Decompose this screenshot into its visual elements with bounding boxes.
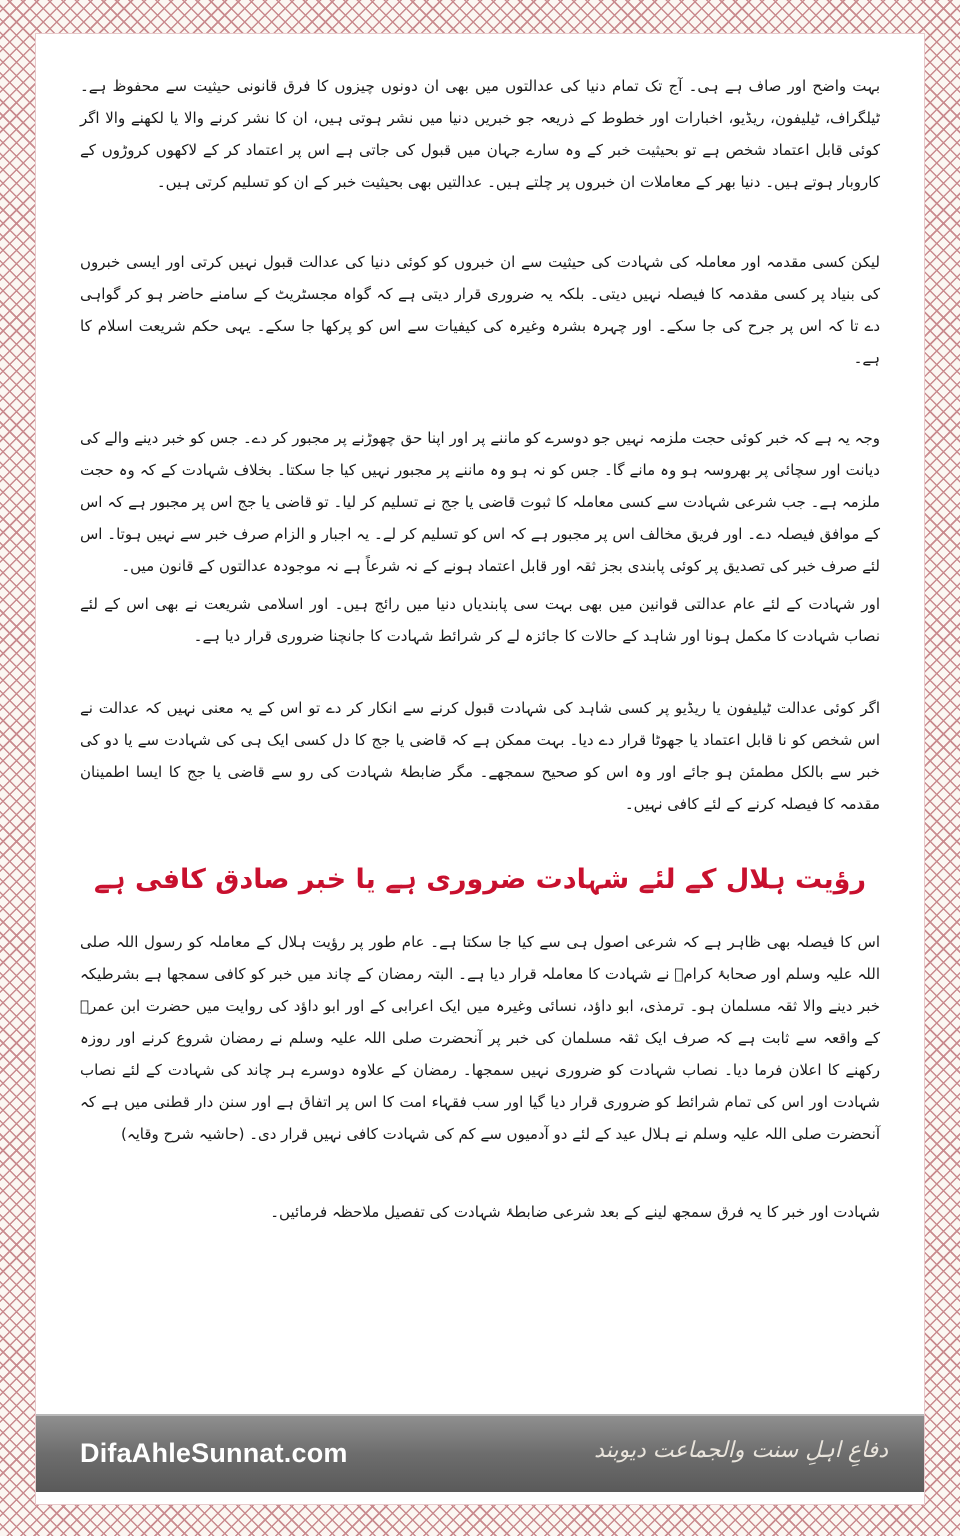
footer-website-link[interactable]: DifaAhleSunnat.com	[80, 1438, 348, 1468]
footer-bar	[36, 1414, 924, 1492]
paragraph-5: اگر کوئی عدالت ٹیلیفون یا ریڈیو پر کسی شاہد کی شہادت قبول کرنے سے انکار کر دے تو اس کے یہ معنی نہیں کہ عدالت نے اس شخص کو نا قابل اعتماد یا جھوٹا قرار دے دیا۔ بہت ممکن ہے کہ قاضی یا جج کا دل کسی ایک ہی کی شہادت سے یا دو کی خبر سے بالکل مطمئن ہو جائے اور وہ اس کو صحیح سمجھے۔ مگر ضابطۂ شہادت کی رو سے قاضی یا جج کا ایسا اطمینان مقدمہ کا فیصلہ کرنے کے لئے کافی نہیں۔	[80, 699, 880, 813]
paragraph-4: اور شہادت کے لئے عام عدالتی قوانین میں بھی بہت سی پابندیاں دنیا میں رائج ہیں۔ اور اسلامی شریعت نے بھی اس کے لئے نصاب شہادت کا مکمل ہونا اور شاہد کے حالات کا جائزہ لے کر شرائط شہادت کا جانچنا ضروری قرار دیا ہے۔	[80, 595, 880, 645]
paragraph-3: وجہ یہ ہے کہ خبر کوئی حجت ملزمہ نہیں جو دوسرے کو ماننے پر اور اپنا حق چھوڑنے پر مجبور کر دے۔ جس کو خبر دینے والے کی دیانت اور سچائی پر بھروسہ ہو وہ مانے گا۔ جس کو نہ ہو وہ ماننے پر مجبور نہیں کیا جا سکتا۔ بخلاف شہادت کے کہ وہ حجت ملزمہ ہے۔ جب شرعی شہادت سے کسی معاملہ کا ثبوت قاضی یا جج نے تسلیم کر لیا۔ تو قاضی یا جج اس پر مجبور ہے کہ اس کے موافق فیصلہ دے۔ اور فریق مخالف اس پر مجبور ہے کہ اس کو تسلیم کر لے۔ یہ اجبار و الزام صرف خبر سے نہیں ہوتا۔ اس لئے صرف خبر کی تصدیق پر کوئی پابندی بجز ثقہ اور قابل اعتماد ہونے کے نہ شرعاً ہے نہ موجودہ عدالتوں کے قانون میں۔	[80, 429, 880, 575]
section-heading: رؤیت ہلال کے لئے شہادت ضروری ہے یا خبر صادق کافی ہے	[93, 864, 867, 895]
article-body	[80, 70, 880, 1228]
paragraph-7: شہادت اور خبر کا یہ فرق سمجھ لینے کے بعد شرعی ضابطۂ شہادت کی تفصیل ملاحظہ فرمائیں۔	[270, 1203, 880, 1221]
footer-calligraphy-logo: دفاعِ اہلِ سنت والجماعت دیوبند	[594, 1438, 888, 1463]
paragraph-6: اس کا فیصلہ بھی ظاہر ہے کہ شرعی اصول ہی سے کیا جا سکتا ہے۔ عام طور پر رؤیت ہلال کے معاملہ کو رسول اللہ صلی اللہ علیہ وسلم اور صحابۂ کرامؓ نے شہادت کا معاملہ قرار دیا ہے۔ البتہ رمضان کے چاند میں خبر کو کافی سمجھا ہے بشرطیکہ خبر دینے والا ثقہ مسلمان ہو۔ ترمذی، ابو داؤد، نسائی وغیرہ میں ایک اعرابی کے اور ابو داؤد کی روایت میں حضرت ابن عمرؓ کے واقعہ سے ثابت ہے کہ صرف ایک ثقہ مسلمان کی خبر پر آنحضرت صلی اللہ علیہ وسلم نے رمضان شروع کرنے اور روزہ رکھنے کا اعلان فرما دیا۔ نصاب شہادت کو ضروری نہیں سمجھا۔ رمضان کے علاوہ دوسرے ہر چاند کی شہادت کے لئے نصاب شہادت اور اس کی تمام شرائط کو ضروری قرار دیا گیا اور سب فقہاء امت کا اس پر اتفاق ہے اور سنن دار قطنی میں ہے کہ آنحضرت صلی اللہ علیہ وسلم نے ہلال عید کے لئے دو آدمیوں سے کم کی شہادت کافی نہیں قرار دی۔ (حاشیہ شرح وقایہ)	[80, 933, 880, 1143]
paragraph-2: لیکن کسی مقدمہ اور معاملہ کی شہادت کی حیثیت سے ان خبروں کو کوئی دنیا کی عدالت قبول نہیں کرتی اور ایسی خبروں کی بنیاد پر کسی مقدمہ کا فیصلہ نہیں دیتی۔ بلکہ یہ ضروری قرار دیتی ہے کہ گواہ مجسٹریٹ کے سامنے حاضر ہو کر گواہی دے تا کہ اس پر جرح کی جا سکے۔ اور چہرہ بشرہ وغیرہ کی کیفیات سے اس کو پرکھا جا سکے۔ یہی حکم شریعت اسلام کا ہے۔	[80, 253, 880, 367]
paragraph-1: بہت واضح اور صاف ہے ہی۔ آج تک تمام دنیا کی عدالتوں میں بھی ان دونوں چیزوں کا فرق قانونی حیثیت سے محفوظ ہے۔ ٹیلگراف، ٹیلیفون، ریڈیو، اخبارات اور خطوط کے ذریعہ جو خبریں دنیا میں نشر ہوتی ہیں، ان کا نشر کرنے والا یا لکھنے والا اگر کوئی قابل اعتماد شخص ہے تو بحیثیت خبر کے وہ سارے جہان میں قبول کی جاتی ہے اس پر اعتماد کر کے لاکھوں کروڑوں کے کاروبار ہوتے ہیں۔ دنیا بھر کے معاملات ان خبروں پر چلتے ہیں۔ عدالتیں بھی بحیثیت خبر کے ان کو تسلیم کرتی ہیں۔	[80, 77, 881, 191]
page-frame	[36, 34, 924, 1504]
